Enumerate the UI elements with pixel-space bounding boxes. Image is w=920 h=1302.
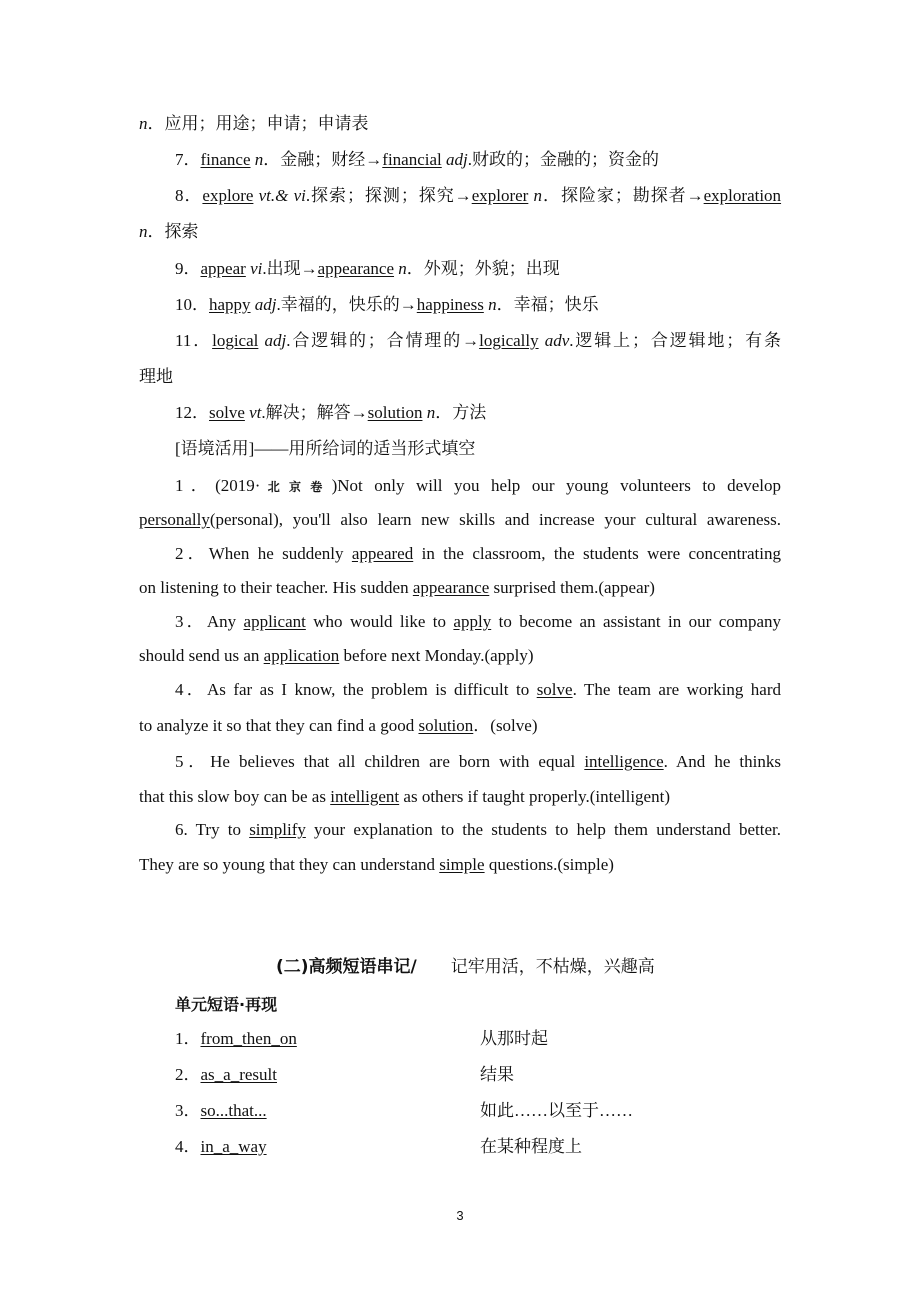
answer-word: apply [453, 612, 492, 631]
pos-label: adj [254, 295, 277, 314]
phrase-item [175, 1028, 297, 1050]
sentence-text: that this slow boy can be as [139, 787, 326, 806]
sentence-text: ．(solve) [473, 716, 538, 735]
sentence-text: 5．He believes that all children are born with equal [175, 752, 576, 771]
vocab-item-9 [175, 258, 781, 280]
vocab-word: appear [200, 259, 246, 278]
sentence-text: to analyze it so that they can find a good [139, 716, 415, 735]
exercise-4-line-1 [175, 679, 781, 701]
pos-label: adj [446, 150, 468, 169]
exercise-2-line-2 [139, 577, 781, 599]
sentence-text: 3．Any [175, 612, 237, 631]
answer-word: appeared [351, 544, 414, 563]
section-title: 单元短语·再现 [175, 995, 278, 1014]
pos-label: n [254, 150, 264, 169]
vocab-word: finance [200, 150, 251, 169]
exercise-5-line-2 [139, 786, 781, 808]
vocab-line-application [139, 113, 781, 135]
sentence-text: questions.(simple) [488, 855, 614, 874]
definition: ．应用；用途；申请；申请表 [147, 114, 369, 133]
vocab-item-8 [175, 185, 781, 207]
sentence-text: They are so young that they can understand [139, 855, 435, 874]
sentence-text: (personal), you'll also learn new skills and increase your cultural awareness. [209, 510, 781, 529]
exercise-6-line-1 [175, 819, 781, 841]
pos-label: n [139, 114, 148, 133]
definition: ．金融；财经→ [263, 150, 383, 169]
phrase-english: as_a_result [200, 1065, 277, 1084]
heading-title: (二)高频短语串记/ [276, 957, 417, 977]
definition: .解决；解答→ [261, 403, 368, 422]
vocab-item-12 [175, 402, 781, 424]
exercise-6-line-2 [139, 854, 781, 876]
item-number: 4． [175, 1137, 201, 1156]
pos-label: vt.& vi [258, 186, 306, 205]
vocab-word: explore [202, 186, 254, 205]
answer-word: applicant [243, 612, 306, 631]
derived-word: explorer [471, 186, 529, 205]
sentence-text: 6. Try to [175, 820, 241, 839]
derived-word: logically [479, 331, 539, 350]
phrases-heading [276, 952, 655, 977]
answer-word: solve [536, 680, 573, 699]
sentence-text: should send us an [139, 646, 260, 665]
vocab-word: logical [212, 331, 259, 350]
sentence-text: your explanation to the students to help them understand better. [314, 820, 781, 839]
phrase-meaning: 如此……以至于…… [480, 1101, 633, 1120]
phrase-meaning: 在某种程度上 [480, 1137, 582, 1156]
item-number: 11． [175, 331, 213, 350]
sentence-text: who would like to [313, 612, 446, 631]
answer-word: simple [439, 855, 485, 874]
heading-subtitle: 记牢用活，不枯燥，兴趣高 [450, 957, 655, 977]
exercise-4-line-2 [139, 715, 781, 737]
phrase-item [175, 1136, 267, 1158]
vocab-item-8-cont [139, 221, 781, 243]
exercise-title: [语境活用]——用所给词的适当形式填空 [175, 439, 476, 458]
pos-label: n [139, 222, 148, 241]
answer-word: intelligence [584, 752, 664, 771]
item-number: 7． [175, 150, 201, 169]
sentence-text: 2．When he suddenly [175, 544, 344, 563]
definition: ．探险家；勘探者→ [542, 186, 704, 205]
pos-label: n [533, 186, 543, 205]
exercise-5-line-1 [175, 751, 781, 773]
answer-word: personally [139, 510, 210, 529]
pos-label: n [488, 295, 497, 314]
definition: ．外观；外貌；出现 [406, 259, 560, 278]
definition: .逻辑上；合逻辑地；有条 [569, 331, 782, 350]
pos-label: n [398, 259, 407, 278]
phrase-english: from_then_on [200, 1029, 297, 1048]
item-number: 2． [175, 1065, 201, 1084]
vocab-word: solve [209, 403, 245, 422]
answer-word: simplify [249, 820, 306, 839]
definition: .幸福的，快乐的→ [276, 295, 417, 314]
definition: ．探索 [147, 222, 199, 241]
phrase-english: in_a_way [200, 1137, 267, 1156]
page-number: 3 [456, 1208, 464, 1223]
sentence-text: before next Monday.(apply) [343, 646, 534, 665]
derived-word: appearance [317, 259, 395, 278]
exam-source: 北京卷 [260, 480, 332, 494]
exercise-2-line-1 [175, 543, 781, 565]
vocab-item-7 [175, 149, 781, 171]
derived-word: financial [382, 150, 442, 169]
answer-word: intelligent [330, 787, 400, 806]
definition: ．幸福；快乐 [496, 295, 599, 314]
sentence-text: as others if taught properly.(intelligent) [403, 787, 670, 806]
pos-label: vi [250, 259, 263, 278]
sentence-text: 1．(2019· [175, 476, 261, 495]
derived-word: happiness [416, 295, 484, 314]
sentence-text: . The team are working hard [572, 680, 781, 699]
phrase-meaning: 从那时起 [480, 1029, 548, 1048]
definition: .出现→ [262, 259, 318, 278]
sentence-text: )Not only will you help our young volunteers to develop [331, 476, 781, 495]
answer-word: application [263, 646, 340, 665]
phrase-item [175, 1100, 267, 1122]
item-number: 8． [175, 186, 203, 205]
exercise-3-line-1 [175, 611, 781, 633]
sentence-text: surprised them.(appear) [493, 578, 655, 597]
answer-word: solution [418, 716, 474, 735]
vocab-word: happy [209, 295, 251, 314]
derived-word: solution [367, 403, 423, 422]
pos-label: n [426, 403, 436, 422]
definition: .探索；探测；探究→ [305, 186, 472, 205]
answer-word: appearance [412, 578, 490, 597]
phrase-english: so...that... [200, 1101, 267, 1120]
phrase-meaning: 结果 [480, 1065, 514, 1084]
pos-label: adv [544, 331, 570, 350]
exercise-1-line-1 [175, 475, 781, 498]
exercise-3-line-2 [139, 645, 781, 667]
phrase-item [175, 1064, 277, 1086]
vocab-item-11 [175, 330, 781, 352]
sentence-text: in the classroom, the students were concentrating [421, 544, 782, 563]
item-number: 3． [175, 1101, 201, 1120]
sentence-text: 4．As far as I know, the problem is difficult to [175, 680, 530, 699]
sentence-text: to become an assistant in our company [498, 612, 782, 631]
definition: .财政的；金融的；资金的 [467, 150, 659, 169]
item-number: 1． [175, 1029, 201, 1048]
exercise-1-line-2 [139, 509, 781, 531]
pos-label: adj [264, 331, 287, 350]
vocab-item-10 [175, 294, 781, 316]
item-number: 9． [175, 259, 201, 278]
sentence-text: . And he thinks [663, 752, 781, 771]
pos-label: vt [249, 403, 262, 422]
derived-word: exploration [703, 186, 782, 205]
sentence-text: on listening to their teacher. His sudden [139, 578, 409, 597]
definition: ．方法 [435, 403, 487, 422]
definition: .合逻辑的；合情理的→ [286, 331, 480, 350]
vocab-item-11-cont: 理地 [139, 367, 173, 386]
item-number: 12． [175, 403, 209, 422]
item-number: 10． [175, 295, 209, 314]
